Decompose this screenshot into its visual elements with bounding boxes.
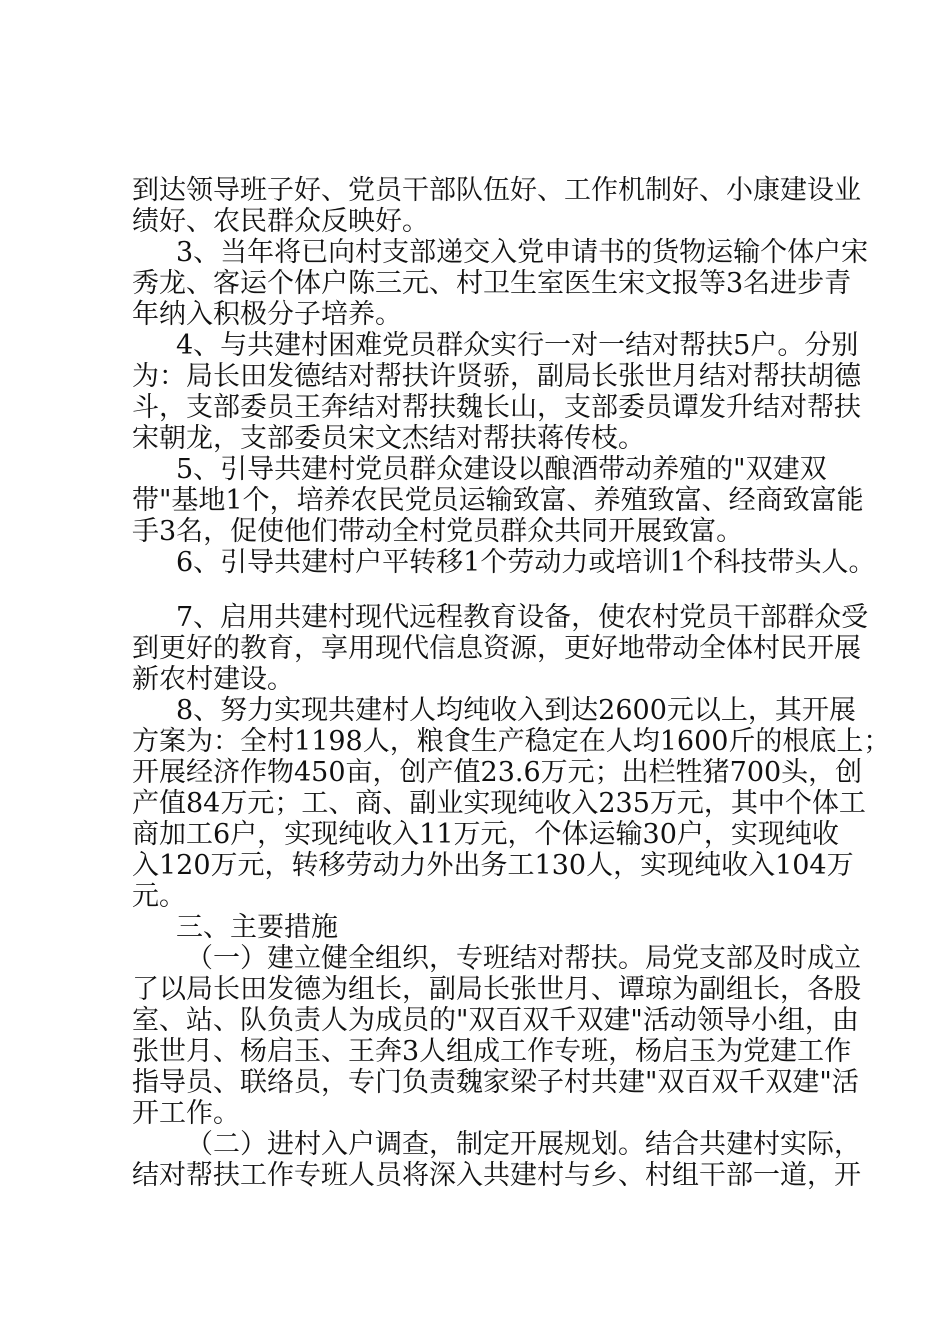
- text-line: 到达领导班子好、党员干部队伍好、工作机制好、小康建设业: [132, 175, 861, 206]
- paragraph-7-line: 7、启用共建村现代远程教育设备，使农村党员干部群众受: [176, 602, 869, 633]
- text-line: 手3名，促使他们带动全村党员群众共同开展致富。: [132, 516, 744, 547]
- text-line: 年纳入积极分子培养。: [132, 299, 402, 330]
- paragraph-5-line: 5、引导共建村党员群众建设以酿酒带动养殖的"双建双: [176, 454, 827, 485]
- text-line: 室、站、队负责人为成员的"双百双千双建"活动领导小组，由: [132, 1005, 859, 1036]
- text-line: 了以局长田发德为组长，副局长张世月、谭琼为副组长，各股: [132, 974, 861, 1005]
- paragraph-3-line: 3、当年将已向村支部递交入党申请书的货物运输个体户宋: [176, 237, 869, 268]
- paragraph-4-line: 4、与共建村困难党员群众实行一对一结对帮扶5户。分别: [176, 330, 859, 361]
- text-line: 商加工6户，实现纯收入11万元，个体运输30户，实现纯收: [132, 819, 839, 850]
- text-line: 秀龙、客运个体户陈三元、村卫生室医生宋文报等3名进步青: [132, 268, 852, 299]
- paragraph-8-line: 8、努力实现共建村人均纯收入到达2600元以上，其开展: [176, 695, 856, 726]
- subsection-2-line: （二）进村入户调查，制定开展规划。结合共建村实际，: [186, 1129, 861, 1160]
- text-line: 入120万元，转移劳动力外出务工130人，实现纯收入104万: [132, 850, 854, 881]
- text-line: 指导员、联络员，专门负责魏家梁子村共建"双百双千双建"活: [132, 1067, 859, 1098]
- text-line: 开工作。: [132, 1098, 240, 1129]
- text-line: 结对帮扶工作专班人员将深入共建村与乡、村组干部一道，开: [132, 1160, 861, 1191]
- text-line: 开展经济作物450亩，创产值23.6万元；出栏牲猪700头，创: [132, 757, 863, 788]
- text-line: 到更好的教育，享用现代信息资源，更好地带动全体村民开展: [132, 633, 861, 664]
- text-line: 产值84万元；工、商、副业实现纯收入235万元，其中个体工: [132, 788, 866, 819]
- text-line: 宋朝龙，支部委员宋文杰结对帮扶蒋传枝。: [132, 423, 645, 454]
- text-line: 新农村建设。: [132, 664, 294, 695]
- text-line: 带"基地1个，培养农民党员运输致富、养殖致富、经商致富能: [132, 485, 864, 516]
- text-line: 元。: [132, 881, 186, 912]
- subsection-1-line: （一）建立健全组织，专班结对帮扶。局党支部及时成立: [186, 943, 861, 974]
- text-line: 为：局长田发德结对帮扶许贤骄，副局长张世月结对帮扶胡德: [132, 361, 861, 392]
- paragraph-6-line: 6、引导共建村户平转移1个劳动力或培训1个科技带头人。: [176, 547, 876, 578]
- text-line: 张世月、杨启玉、王奔3人组成工作专班，杨启玉为党建工作: [132, 1036, 852, 1067]
- text-line: 斗，支部委员王奔结对帮扶魏长山，支部委员谭发升结对帮扶: [132, 392, 861, 423]
- text-line: 方案为：全村1198人，粮食生产稳定在人均1600斤的根底上；: [132, 726, 891, 757]
- section-heading: 三、主要措施: [176, 912, 338, 943]
- text-line: 绩好、农民群众反映好。: [132, 206, 429, 237]
